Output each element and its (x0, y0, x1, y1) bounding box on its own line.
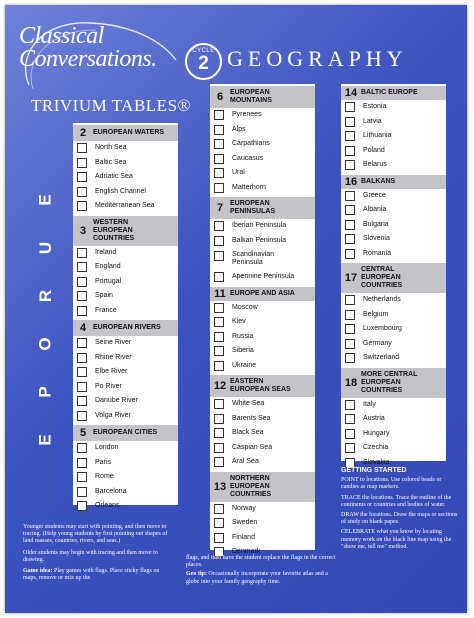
checkbox[interactable] (77, 411, 87, 421)
page-title: GEOGRAPHY (227, 46, 408, 71)
continent-letter: U (36, 241, 55, 255)
note-paragraph: POINT to locations. Use colored beads or candies as map markers. (341, 477, 442, 491)
checkbox[interactable] (345, 429, 355, 439)
item-label: England (95, 263, 121, 271)
item-label: Paris (95, 458, 111, 466)
list-item[interactable] (73, 141, 178, 156)
checkbox[interactable] (345, 220, 355, 230)
checkbox[interactable] (345, 205, 355, 215)
checkbox[interactable] (77, 472, 87, 482)
checkbox[interactable] (345, 339, 355, 349)
section-number: 7 (216, 202, 224, 214)
item-label: Iberian Peninsula (232, 222, 287, 230)
list-item[interactable] (341, 337, 446, 352)
item-label: Italy (363, 400, 376, 408)
item-label: Norway (232, 504, 256, 512)
list-item[interactable] (210, 330, 315, 345)
item-label: Netherlands (363, 296, 401, 304)
checkbox[interactable] (214, 504, 224, 514)
list-item[interactable] (73, 185, 178, 200)
list-item[interactable] (73, 394, 178, 409)
note-paragraph (23, 568, 169, 582)
item-label: Slovakia (363, 458, 390, 466)
list-item[interactable] (341, 158, 446, 173)
getting-started-heading: GETTING STARTED (341, 467, 407, 474)
item-label: France (95, 306, 117, 314)
list-item[interactable] (73, 170, 178, 185)
item-label: Rome (95, 473, 114, 481)
checkbox[interactable] (214, 154, 224, 164)
item-label: Hungary (363, 429, 390, 437)
section-number: 14 (344, 87, 358, 99)
checkbox[interactable] (77, 143, 87, 153)
checkbox[interactable] (214, 221, 224, 231)
list-item[interactable] (210, 344, 315, 359)
item-label: Apennine Peninsula (232, 273, 295, 281)
list-item[interactable] (341, 351, 446, 366)
item-label: Siberia (232, 347, 254, 355)
list-item[interactable] (73, 199, 178, 214)
list-item[interactable] (210, 502, 315, 517)
checkbox[interactable] (214, 414, 224, 424)
item-label: Orleans (95, 502, 120, 510)
checkbox[interactable] (214, 332, 224, 342)
note-paragraph: Older students may begin with tracing and then move to drawing. (23, 549, 158, 563)
section-header (210, 470, 315, 502)
checkbox[interactable] (214, 518, 224, 528)
section-header (210, 373, 315, 397)
item-label: Russia (232, 332, 254, 340)
checkbox[interactable] (214, 139, 224, 149)
note-paragraph: TRACE the locations. Trace the outline of the continents or countries and bodies of water. (341, 494, 452, 508)
section-header (73, 318, 178, 336)
list-item[interactable] (210, 108, 315, 123)
note-paragraph (186, 571, 336, 585)
continent-letter: P (36, 386, 55, 398)
notes-left (23, 524, 169, 586)
list-item[interactable] (210, 301, 315, 316)
note-text: Occasionally incorporate your favorite atlas and a globe into your family geography time. (186, 571, 328, 585)
section-number: 2 (79, 127, 87, 139)
list-item[interactable] (210, 455, 315, 470)
section-number: 16 (344, 175, 358, 188)
section-number: 13 (213, 480, 227, 493)
continent-letter: E (36, 434, 55, 446)
item-label: Barcelona (95, 487, 127, 495)
list-item[interactable] (73, 499, 178, 514)
list-item[interactable] (210, 123, 315, 138)
checkbox[interactable] (345, 117, 355, 127)
section-header (341, 261, 446, 293)
list-item[interactable] (210, 315, 315, 330)
list-item[interactable] (341, 100, 446, 115)
section-title: EASTERN EUROPEAN SEAS (230, 378, 291, 393)
checkbox[interactable] (214, 443, 224, 453)
note-paragraph: DRAW the locations. Draw the maps or sections of study on blank papes. (341, 512, 458, 526)
item-label: Volga River (95, 411, 131, 419)
section-header (73, 214, 178, 246)
checkbox[interactable] (214, 533, 224, 543)
list-item[interactable] (73, 409, 178, 424)
checkbox[interactable] (345, 102, 355, 112)
list-item[interactable] (341, 232, 446, 247)
list-item[interactable] (210, 531, 315, 546)
checkbox[interactable] (214, 236, 224, 246)
section-number: 5 (79, 427, 87, 439)
item-label: Kiev (232, 318, 246, 326)
checkbox[interactable] (77, 443, 87, 453)
item-label: Aral Sea (232, 458, 259, 466)
item-label: Rhine River (95, 353, 132, 361)
list-item[interactable] (73, 289, 178, 304)
checkbox[interactable] (77, 367, 87, 377)
item-label: Carpathians (232, 140, 270, 148)
item-label: Adriatic Sea (95, 173, 133, 181)
section-number: 17 (344, 272, 358, 284)
list-item[interactable] (341, 308, 446, 323)
checkbox[interactable] (345, 443, 355, 453)
checkbox[interactable] (345, 146, 355, 156)
item-label: Pyrenees (232, 111, 262, 119)
section-number: 11 (214, 287, 226, 300)
item-label: Elbe River (95, 368, 128, 376)
item-label: Romania (363, 249, 392, 257)
checkbox[interactable] (214, 183, 224, 193)
item-label: Caucasus (232, 154, 264, 162)
note-paragraph: flags, and then have the student replace the flags in the correct places. (186, 555, 336, 569)
item-label: Luxembourg (363, 325, 402, 333)
item-label: English Channel (95, 187, 146, 195)
section-title: EUROPE AND ASIA (230, 289, 295, 297)
checkbox[interactable] (214, 272, 224, 282)
checkbox[interactable] (214, 361, 224, 371)
checkbox[interactable] (214, 110, 224, 120)
item-label: Finland (232, 533, 255, 541)
list-item[interactable] (341, 398, 446, 413)
checkbox[interactable] (77, 306, 87, 316)
section-title: EUROPEAN RIVERS (93, 324, 161, 331)
list-item[interactable] (73, 275, 178, 290)
list-item[interactable] (341, 144, 446, 159)
checkbox[interactable] (214, 125, 224, 135)
checkbox[interactable] (214, 399, 224, 409)
item-label: Alps (232, 125, 246, 133)
continent-letter: O (35, 337, 55, 351)
checkbox[interactable] (77, 248, 87, 258)
section-header (210, 195, 315, 219)
list-item[interactable] (210, 412, 315, 427)
checkbox[interactable] (214, 346, 224, 356)
list-item[interactable] (73, 336, 178, 351)
item-label: White Sea (232, 400, 265, 408)
checkbox[interactable] (345, 249, 355, 259)
list-item[interactable] (341, 427, 446, 442)
list-item[interactable] (73, 351, 178, 366)
list-item[interactable] (210, 397, 315, 412)
item-label: Belarus (363, 161, 387, 169)
checkbox[interactable] (77, 262, 87, 272)
list-item[interactable] (210, 152, 315, 167)
item-label: Poland (363, 146, 385, 154)
item-label: Ireland (95, 248, 117, 256)
list-item[interactable] (341, 293, 446, 308)
section-title: EUROPEAN MOUNTAINS (230, 89, 272, 104)
list-item[interactable] (73, 246, 178, 261)
item-label: Bulgaria (363, 220, 389, 228)
item-label: Caspian Sea (232, 443, 273, 451)
item-label: Balkan Peninsula (232, 236, 287, 244)
checkbox[interactable] (214, 428, 224, 438)
item-label: North Sea (95, 144, 127, 152)
section-header (73, 123, 178, 141)
list-item[interactable] (73, 260, 178, 275)
item-label: Czechia (363, 444, 389, 452)
checkbox[interactable] (214, 457, 224, 467)
list-item[interactable] (210, 137, 315, 152)
checkbox[interactable] (345, 131, 355, 141)
list-item[interactable] (210, 234, 315, 249)
checkbox[interactable] (345, 160, 355, 170)
list-item[interactable] (341, 322, 446, 337)
checkbox[interactable] (214, 168, 224, 178)
list-item[interactable] (73, 380, 178, 395)
note-text: Play games with flags. Place sticky flags on maps, remove or mix up the (23, 568, 160, 582)
subtitle: TRIVIUM TABLES® (31, 96, 191, 115)
list-item[interactable] (341, 441, 446, 456)
item-label: Portugal (95, 277, 122, 285)
item-label: Danube River (95, 397, 138, 405)
list-item[interactable] (210, 516, 315, 531)
cycle-label: CYCLE (192, 48, 215, 54)
item-label: Mediterranean Sea (95, 202, 155, 210)
list-item[interactable] (73, 456, 178, 471)
column-3 (341, 84, 446, 466)
checkbox[interactable] (77, 201, 87, 211)
item-label: Austria (363, 415, 385, 423)
checkbox[interactable] (77, 172, 87, 182)
checkbox[interactable] (345, 353, 355, 363)
item-label: Scandinavian Peninsula (232, 251, 275, 266)
item-label: Lithuania (363, 132, 392, 140)
list-item[interactable] (341, 203, 446, 218)
item-label: Ural (232, 169, 245, 177)
notes-middle (186, 555, 336, 586)
checkbox[interactable] (214, 251, 224, 261)
cycle-badge (185, 43, 222, 80)
checkbox[interactable] (77, 501, 87, 511)
section-number: 6 (216, 91, 224, 103)
checkbox[interactable] (77, 396, 87, 406)
list-item[interactable] (210, 359, 315, 374)
list-item[interactable] (210, 166, 315, 181)
list-item[interactable] (210, 441, 315, 456)
checkbox[interactable] (214, 317, 224, 327)
list-item[interactable] (73, 485, 178, 500)
brand-line-1: Classical (19, 23, 104, 49)
item-label: Sweden (232, 519, 258, 527)
note-key: Game idea: (23, 568, 53, 575)
section-number: 3 (79, 224, 87, 237)
list-item[interactable] (210, 248, 315, 270)
section-header (210, 84, 315, 108)
trivium-table-page (5, 5, 467, 613)
section-header (341, 84, 446, 100)
list-item[interactable] (341, 247, 446, 262)
item-label: Barents Sea (232, 414, 271, 422)
list-item[interactable] (341, 189, 446, 204)
checkbox[interactable] (77, 458, 87, 468)
continent-label (33, 190, 59, 450)
section-title: EUROPEAN PENINSULAS (230, 200, 276, 215)
list-item[interactable] (210, 181, 315, 196)
list-item[interactable] (210, 219, 315, 234)
list-item[interactable] (341, 115, 446, 130)
section-title: EUROPEAN WATERS (93, 129, 165, 136)
checkbox[interactable] (345, 310, 355, 320)
brand-logo (19, 25, 157, 71)
checkbox[interactable] (345, 234, 355, 244)
list-item[interactable] (210, 426, 315, 441)
continent-letter: E (36, 194, 55, 206)
item-label: Estonia (363, 103, 387, 111)
checkbox[interactable] (77, 353, 87, 363)
section-title: NORTHERN EUROPEAN COUNTRIES (230, 474, 272, 498)
section-title: MORE CENTRAL EUROPEAN COUNTRIES (361, 370, 418, 394)
item-label: London (95, 444, 119, 452)
notes-right (341, 467, 459, 554)
column-1 (73, 123, 178, 510)
item-label: Ukraine (232, 361, 257, 369)
cycle-number: 2 (198, 53, 209, 74)
section-header (73, 423, 178, 441)
item-label: Moscow (232, 303, 258, 311)
column-2 (210, 84, 315, 556)
list-item[interactable] (73, 365, 178, 380)
section-number: 4 (79, 322, 87, 334)
checkbox[interactable] (345, 400, 355, 410)
list-item[interactable] (73, 156, 178, 171)
item-label: Seine River (95, 339, 132, 347)
note-key: Geo tip: (186, 571, 207, 578)
section-title: WESTERN EUROPEAN COUNTRIES (93, 218, 135, 242)
section-number: 12 (213, 380, 227, 392)
checkbox[interactable] (77, 382, 87, 392)
section-header (341, 366, 446, 398)
checkbox[interactable] (77, 187, 87, 197)
item-label: Germany (363, 339, 392, 347)
item-label: Matterhorn (232, 183, 266, 191)
continent-letter: R (36, 289, 55, 303)
checkbox[interactable] (214, 303, 224, 313)
checkbox[interactable] (77, 338, 87, 348)
section-number: 18 (344, 376, 358, 389)
item-label: Latvia (363, 117, 382, 125)
checkbox[interactable] (77, 291, 87, 301)
item-label: Belgium (363, 310, 389, 318)
item-label: Spain (95, 292, 113, 300)
section-header (210, 285, 315, 301)
section-title: BALKANS (361, 177, 396, 185)
item-label: Baltic Sea (95, 158, 127, 166)
section-title: CENTRAL EUROPEAN COUNTRIES (361, 266, 403, 289)
list-item[interactable] (341, 218, 446, 233)
list-item[interactable] (73, 304, 178, 319)
section-header (341, 173, 446, 189)
item-label: Black Sea (232, 429, 264, 437)
item-label: Albania (363, 206, 387, 214)
checkbox[interactable] (345, 191, 355, 201)
section-title: EUROPEAN CITIES (93, 429, 158, 436)
checkbox[interactable] (345, 295, 355, 305)
item-label: Slovenia (363, 235, 390, 243)
list-item[interactable] (73, 441, 178, 456)
checkbox[interactable] (77, 277, 87, 287)
checkbox[interactable] (345, 324, 355, 334)
list-item[interactable] (341, 412, 446, 427)
list-item[interactable] (341, 129, 446, 144)
section-title: BALTIC EUROPE (361, 89, 418, 96)
checkbox[interactable] (77, 487, 87, 497)
checkbox[interactable] (77, 158, 87, 168)
list-item[interactable] (73, 470, 178, 485)
item-label: Greece (363, 191, 386, 199)
list-item[interactable] (210, 270, 315, 285)
item-label: Switzerland (363, 354, 400, 362)
checkbox[interactable] (345, 414, 355, 424)
brand-line-2: Conversations. (19, 46, 157, 72)
note-paragraph: CELEBRATE what you know by locating memory work on the black line map using the "show me, tell me" method. (341, 529, 452, 550)
note-paragraph: Younger students may start with pointing, and then move to tracing. (Help young students by first pointing out shapes of land masses, countries, rivers, and seas.) (23, 524, 168, 545)
item-label: Po River (95, 382, 122, 390)
item-label: Denmark (232, 548, 261, 556)
